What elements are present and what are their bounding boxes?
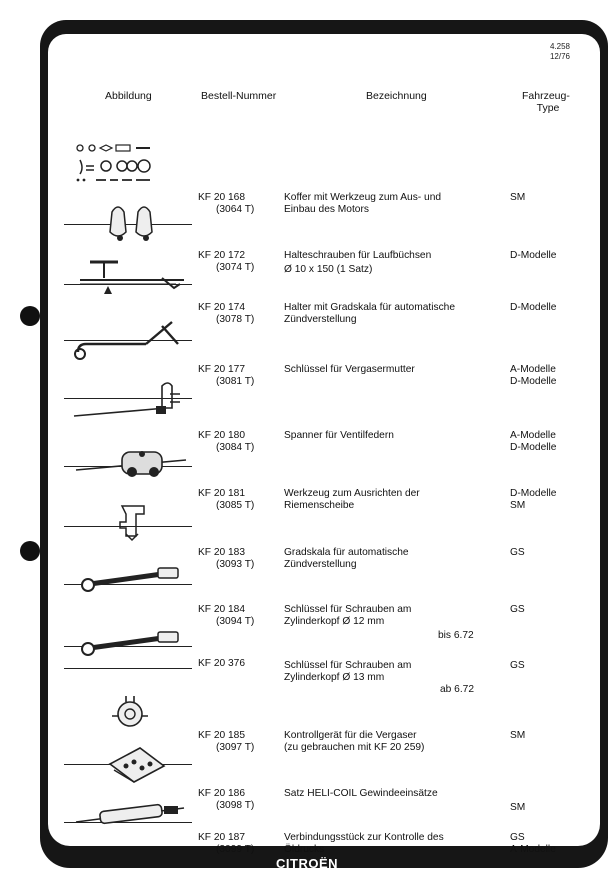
validity-note: ab 6.72 [440,684,474,695]
page-date: 12/76 [549,52,570,61]
description-line: Spanner für Ventilfedern [284,430,394,441]
order-number: KF 20 177 [198,364,246,375]
row-divider [64,668,192,669]
order-number-alt: (3081 T) [216,376,255,387]
valve-spring-compressor-icon [66,376,190,426]
vehicle-type: GS [510,604,525,615]
tool-case-set-icon [66,138,190,186]
liner-retaining-bolts-icon [66,198,190,248]
validity-note: bis 6.72 [438,630,474,641]
description-line: Kontrollgerät für die Vergaser [284,730,417,741]
vehicle-type: GS [510,832,525,843]
order-number-alt: (3074 T) [216,262,255,273]
description-line: Ø 10 x 150 (1 Satz) [284,264,373,275]
order-number: KF 20 172 [198,250,246,261]
vehicle-type: D-Modelle [510,250,557,261]
description-line: Schlüssel für Vergasermutter [284,364,415,375]
description-line: Halter mit Gradskala für automatische [284,302,455,313]
vehicle-type: D-Modelle [510,442,557,453]
cylinder-head-wrench-12-icon [66,554,190,602]
description-line: Zylinderkopf Ø 12 mm [284,616,385,627]
description-line: Schlüssel für Schrauben am [284,660,412,671]
header-vehicle-type: Fahrzeug- Type [522,90,570,114]
binder-hole [20,306,40,326]
vehicle-type: SM [510,730,526,741]
order-number-alt: (3084 T) [216,442,255,453]
vehicle-type: SM [510,192,526,203]
order-number: KF 20 180 [198,430,246,441]
description-line: Werkzeug zum Ausrichten der [284,488,420,499]
vehicle-type: GS [510,660,525,671]
vehicle-type: SM [510,500,526,511]
order-number: KF 20 168 [198,192,246,203]
description-line: Riemenscheibe [284,500,355,511]
order-number: KF 20 186 [198,788,246,799]
header-illustration: Abbildung [105,90,152,102]
order-number: KF 20 174 [198,302,246,313]
header-order-number: Bestell-Nummer [201,90,277,102]
description-line: Zylinderkopf Ø 13 mm [284,672,385,683]
header-description: Bezeichnung [366,90,427,102]
description-line: Koffer mit Werkzeug zum Aus- und [284,192,442,203]
degree-scale-holder-icon [66,256,190,306]
description-line: Halteschrauben für Laufbüchsen [284,250,432,261]
order-number-alt: (3085 T) [216,500,255,511]
description-line: Schlüssel für Schrauben am [284,604,412,615]
order-number-alt: (3064 T) [216,204,255,215]
vehicle-type: GS [510,547,525,558]
brand-logo: CITROËN [276,856,338,871]
catalog-page [48,34,600,855]
vehicle-type: SM [510,802,526,813]
description-line: Zündverstellung [284,314,357,325]
order-number-alt: (3094 T) [216,616,255,627]
vehicle-type: D-Modelle [510,302,557,313]
heli-coil-kit-icon [66,740,190,786]
vehicle-type: D-Modelle [510,488,557,499]
description-line: Einbau des Motors [284,204,369,215]
description-line: (zu gebrauchen mit KF 20 259) [284,742,425,753]
order-number-alt: (3078 T) [216,314,255,325]
description-line: Gradskala für automatische [284,547,409,558]
description-line: Zündverstellung [284,559,357,570]
page-reference [550,42,570,62]
oil-pressure-connector-icon [66,796,190,836]
page-number: 4.258 [549,42,570,51]
carburettor-nut-wrench-icon [66,316,190,368]
vehicle-type: A-Modelle [510,364,556,375]
carburettor-gauge-icon [66,688,190,734]
order-number-alt: (3093 T) [216,559,255,570]
description-line: Verbindungsstück zur Kontrolle des [284,832,444,843]
order-number: KF 20 187 [198,832,246,843]
degree-scale-icon [66,496,190,544]
order-number-alt: (3099 T) [216,844,255,855]
cylinder-head-wrench-13-icon [66,618,190,666]
description-line: Öldrucks [284,844,325,855]
order-number-alt: (3097 T) [216,742,255,753]
vehicle-type: A-Modelle [510,430,556,441]
binder-hole [20,541,40,561]
order-number: KF 20 181 [198,488,246,499]
order-number-alt: (3098 T) [216,800,255,811]
vehicle-type: A-Modelle [510,844,556,855]
pulley-alignment-tool-icon [66,436,190,486]
order-number: KF 20 185 [198,730,246,741]
vehicle-type: D-Modelle [510,376,557,387]
order-number: KF 20 184 [198,604,246,615]
order-number: KF 20 376 [198,658,246,669]
description-line: Satz HELI-COIL Gewindeeinsätze [284,788,438,799]
order-number: KF 20 183 [198,547,246,558]
